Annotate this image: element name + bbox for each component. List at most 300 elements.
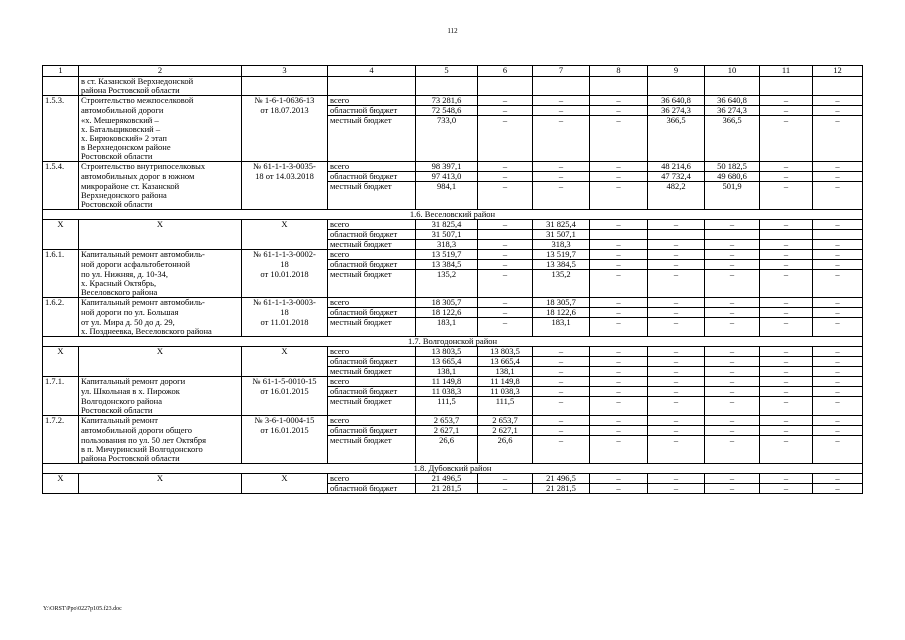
table-row [43, 308, 863, 318]
budget-source: местный бюджет [328, 397, 416, 407]
table-cell [242, 86, 328, 96]
section-row [43, 337, 863, 347]
table-cell [760, 86, 813, 96]
amount-cell: – [760, 240, 813, 250]
table-row [43, 134, 863, 143]
table-row [43, 152, 863, 162]
table-row [43, 377, 863, 387]
amount-cell: – [533, 416, 590, 426]
table-cell [590, 86, 648, 96]
amount-cell: – [533, 172, 590, 182]
amount-cell [705, 230, 760, 240]
amount-cell: 11 038,3 [416, 387, 478, 397]
table-cell [813, 288, 863, 298]
document-line: от 18.07.2013 [242, 106, 328, 116]
object-name-line: ной дороги асфальтобетонной [79, 260, 242, 270]
table-cell [813, 86, 863, 96]
amount-cell: – [705, 416, 760, 426]
amount-cell: – [813, 387, 863, 397]
table-cell [760, 327, 813, 337]
column-header: 2 [79, 66, 242, 77]
x-mark: Х [242, 347, 328, 357]
amount-cell: – [813, 416, 863, 426]
amount-cell: – [760, 426, 813, 436]
amount-cell: 318,3 [416, 240, 478, 250]
table-cell [328, 288, 416, 298]
amount-cell: – [590, 397, 648, 407]
amount-cell: 72 548,6 [416, 106, 478, 116]
amount-cell: – [590, 250, 648, 260]
object-name-line: автомобильной дороги [79, 106, 242, 116]
table-cell [416, 406, 478, 416]
table-cell [533, 125, 590, 134]
amount-cell: – [760, 162, 813, 172]
table-cell [648, 86, 705, 96]
amount-cell: 18 122,6 [533, 308, 590, 318]
amount-cell: – [590, 270, 648, 280]
table-cell [648, 200, 705, 210]
table-cell [328, 406, 416, 416]
amount-cell: – [705, 484, 760, 494]
amount-cell: – [648, 436, 705, 446]
amount-cell: – [533, 96, 590, 106]
table-cell [478, 200, 533, 210]
document-line [242, 445, 328, 454]
amount-cell: – [478, 182, 533, 192]
amount-cell: – [648, 367, 705, 377]
amount-cell: 2 653,7 [478, 416, 533, 426]
table-cell [43, 125, 79, 134]
amount-cell: – [705, 250, 760, 260]
table-cell [813, 77, 863, 87]
table-row [43, 318, 863, 328]
column-header: 8 [590, 66, 648, 77]
amount-cell: – [533, 377, 590, 387]
budget-source: всего [328, 162, 416, 172]
table-cell [760, 200, 813, 210]
row-number: 1.7.1. [43, 377, 79, 387]
object-name-line: х. Красный Октябрь, [79, 279, 242, 288]
table-cell [705, 200, 760, 210]
amount-cell: – [813, 436, 863, 446]
row-number: 1.6.2. [43, 298, 79, 308]
table-cell [43, 327, 79, 337]
table-cell [43, 86, 79, 96]
budget-source: всего [328, 474, 416, 484]
document-line [242, 397, 328, 407]
object-name-line: Веселовского района [79, 288, 242, 298]
table-row [43, 288, 863, 298]
table-cell [416, 134, 478, 143]
document-line [242, 406, 328, 416]
table-cell [760, 406, 813, 416]
table-row [43, 357, 863, 367]
table-cell [478, 288, 533, 298]
amount-cell: – [760, 116, 813, 126]
amount-cell: – [478, 172, 533, 182]
table-cell [478, 445, 533, 454]
table-cell [328, 143, 416, 152]
table-cell [328, 279, 416, 288]
document-line [242, 182, 328, 192]
amount-cell: – [533, 162, 590, 172]
table-row [43, 416, 863, 426]
amount-cell: – [705, 474, 760, 484]
table-row [43, 426, 863, 436]
amount-cell: 31 507,1 [533, 230, 590, 240]
amount-cell: 50 182,5 [705, 162, 760, 172]
table-cell [79, 357, 242, 367]
amount-cell: – [813, 397, 863, 407]
object-name-line: х. Батальщиковский – [79, 125, 242, 134]
table-cell [813, 143, 863, 152]
amount-cell: – [813, 250, 863, 260]
table-cell [533, 454, 590, 464]
table-cell [813, 445, 863, 454]
amount-cell: – [478, 298, 533, 308]
amount-cell: 13 384,5 [533, 260, 590, 270]
amount-cell: – [478, 96, 533, 106]
amount-cell: – [813, 270, 863, 280]
object-name-line: Ростовской области [79, 152, 242, 162]
table-row [43, 347, 863, 357]
table-cell [242, 484, 328, 494]
object-name-line: микрорайоне ст. Казанской [79, 182, 242, 192]
amount-cell: – [478, 484, 533, 494]
amount-cell: – [760, 106, 813, 116]
amount-cell: – [648, 426, 705, 436]
amount-cell: – [760, 182, 813, 192]
table-cell [813, 327, 863, 337]
budget-source: областной бюджет [328, 357, 416, 367]
table-cell [705, 279, 760, 288]
table-cell [590, 125, 648, 134]
amount-cell: – [590, 172, 648, 182]
amount-cell: – [590, 240, 648, 250]
table-cell [43, 445, 79, 454]
budget-source: местный бюджет [328, 436, 416, 446]
amount-cell: – [705, 270, 760, 280]
table-cell [705, 125, 760, 134]
table-row [43, 270, 863, 280]
section-title: 1.8. Дубовский район [43, 464, 863, 474]
budget-source: местный бюджет [328, 270, 416, 280]
table-cell [590, 200, 648, 210]
table-cell [242, 230, 328, 240]
table-cell [648, 327, 705, 337]
amount-cell: – [648, 377, 705, 387]
table-row [43, 445, 863, 454]
document-line: от 11.01.2018 [242, 318, 328, 328]
page-number: 112 [447, 27, 458, 35]
amount-cell: 21 496,5 [533, 474, 590, 484]
object-name-line: «х. Мешеряковский – [79, 116, 242, 126]
table-cell [760, 445, 813, 454]
amount-cell: – [478, 250, 533, 260]
object-name-line: района Ростовской области [79, 86, 242, 96]
amount-cell: – [705, 357, 760, 367]
amount-cell: – [705, 347, 760, 357]
amount-cell: – [705, 426, 760, 436]
table-cell [533, 152, 590, 162]
row-number: 1.7.2. [43, 416, 79, 426]
amount-cell: 36 640,8 [705, 96, 760, 106]
table-cell [328, 125, 416, 134]
budget-source: областной бюджет [328, 484, 416, 494]
table-cell [760, 454, 813, 464]
object-name-line: ул. Школьная в х. Пирожок [79, 387, 242, 397]
table-cell [416, 200, 478, 210]
table-cell [79, 240, 242, 250]
amount-cell: – [533, 182, 590, 192]
table-cell [705, 445, 760, 454]
amount-cell: 48 214,6 [648, 162, 705, 172]
budget-source: областной бюджет [328, 172, 416, 182]
x-mark: Х [242, 220, 328, 230]
table-cell [590, 191, 648, 200]
amount-cell: 11 038,3 [478, 387, 533, 397]
table-cell [478, 406, 533, 416]
amount-cell: – [590, 357, 648, 367]
table-cell [43, 318, 79, 328]
table-row [43, 387, 863, 397]
amount-cell: 49 680,6 [705, 172, 760, 182]
amount-cell: – [760, 387, 813, 397]
document-line [242, 191, 328, 200]
column-header: 10 [705, 66, 760, 77]
table-row [43, 125, 863, 134]
column-header: 7 [533, 66, 590, 77]
table-cell [43, 397, 79, 407]
table-cell [79, 484, 242, 494]
amount-cell: – [813, 484, 863, 494]
table-cell [43, 308, 79, 318]
continuation-row [43, 77, 863, 87]
table-cell [533, 279, 590, 288]
table-row [43, 260, 863, 270]
table-row [43, 162, 863, 172]
amount-cell: – [533, 347, 590, 357]
table-cell [43, 288, 79, 298]
x-mark: Х [43, 347, 79, 357]
table-cell [416, 86, 478, 96]
object-name-line: Капитальный ремонт дороги [79, 377, 242, 387]
object-name-line: Строительство внутрипоселковых [79, 162, 242, 172]
document-line [242, 436, 328, 446]
table-cell [43, 406, 79, 416]
document-line: № 61-1-5-0010-15 [242, 377, 328, 387]
table-cell [43, 172, 79, 182]
table-cell [590, 406, 648, 416]
amount-cell: – [478, 318, 533, 328]
amount-cell: – [478, 116, 533, 126]
table-cell [813, 200, 863, 210]
amount-cell: – [533, 426, 590, 436]
object-name-line: Верхнедонского района [79, 191, 242, 200]
table-cell [648, 143, 705, 152]
table-row [43, 436, 863, 446]
table-cell [705, 77, 760, 87]
table-cell [43, 357, 79, 367]
amount-cell [478, 230, 533, 240]
amount-cell: – [533, 357, 590, 367]
table-cell [533, 86, 590, 96]
amount-cell: 135,2 [533, 270, 590, 280]
table-cell [590, 288, 648, 298]
amount-cell: – [648, 220, 705, 230]
amount-cell: – [590, 416, 648, 426]
amount-cell: 111,5 [478, 397, 533, 407]
table-cell [648, 125, 705, 134]
table-cell [43, 106, 79, 116]
amount-cell: – [590, 387, 648, 397]
amount-cell: – [760, 347, 813, 357]
object-name-line: в ст. Казанской Верхнедонской [79, 77, 242, 87]
amount-cell: 13 519,7 [533, 250, 590, 260]
table-cell [43, 77, 79, 87]
budget-source: областной бюджет [328, 260, 416, 270]
table-cell [328, 445, 416, 454]
amount-cell: – [590, 436, 648, 446]
amount-cell: – [813, 426, 863, 436]
amount-cell: – [533, 397, 590, 407]
amount-cell: – [813, 474, 863, 484]
amount-cell: – [648, 347, 705, 357]
table-cell [813, 454, 863, 464]
budget-source: всего [328, 250, 416, 260]
table-cell [328, 152, 416, 162]
table-cell [648, 152, 705, 162]
budget-table [42, 65, 863, 494]
document-line [242, 327, 328, 337]
table-cell [533, 134, 590, 143]
budget-source: местный бюджет [328, 182, 416, 192]
document-line: № 61-1-1-3-0003- [242, 298, 328, 308]
budget-source: местный бюджет [328, 116, 416, 126]
table-cell [43, 143, 79, 152]
table-cell [533, 200, 590, 210]
object-name-line: автомобильных дорог в южном [79, 172, 242, 182]
amount-cell: 97 413,0 [416, 172, 478, 182]
amount-cell: – [813, 172, 863, 182]
object-name-line: Ростовской области [79, 406, 242, 416]
amount-cell: – [760, 367, 813, 377]
document-line: № 61-1-1-3-0002- [242, 250, 328, 260]
table-row [43, 484, 863, 494]
amount-cell: – [705, 397, 760, 407]
table-cell [43, 230, 79, 240]
table-cell [43, 134, 79, 143]
section-row [43, 464, 863, 474]
amount-cell: – [478, 220, 533, 230]
amount-cell: – [705, 367, 760, 377]
object-name-line: х. Позднеевка, Веселовского района [79, 327, 242, 337]
amount-cell: – [478, 162, 533, 172]
table-cell [43, 240, 79, 250]
amount-cell: – [590, 484, 648, 494]
document-line [242, 134, 328, 143]
table-cell [648, 279, 705, 288]
table-cell [533, 406, 590, 416]
table-cell [760, 77, 813, 87]
table-cell [328, 134, 416, 143]
object-name-line: от ул. Мира д. 50 до д. 29, [79, 318, 242, 328]
amount-cell: – [813, 240, 863, 250]
amount-cell: – [705, 240, 760, 250]
table-cell [760, 143, 813, 152]
document-line: от 10.01.2018 [242, 270, 328, 280]
table-cell [533, 445, 590, 454]
budget-source: местный бюджет [328, 367, 416, 377]
amount-cell: 21 281,5 [533, 484, 590, 494]
x-mark: Х [79, 474, 242, 484]
table-cell [416, 327, 478, 337]
table-cell [416, 279, 478, 288]
budget-source: всего [328, 96, 416, 106]
amount-cell: 73 281,6 [416, 96, 478, 106]
table-cell [328, 454, 416, 464]
amount-cell: – [590, 377, 648, 387]
table-cell [590, 279, 648, 288]
budget-source: областной бюджет [328, 308, 416, 318]
amount-cell: 366,5 [648, 116, 705, 126]
amount-cell: – [813, 182, 863, 192]
table-cell [705, 288, 760, 298]
amount-cell: – [590, 220, 648, 230]
amount-cell [813, 230, 863, 240]
table-cell [648, 406, 705, 416]
x-mark: Х [43, 474, 79, 484]
amount-cell: 36 274,3 [648, 106, 705, 116]
document-line: 18 от 14.03.2018 [242, 172, 328, 182]
amount-cell: – [648, 474, 705, 484]
amount-cell: 26,6 [478, 436, 533, 446]
object-name-line: Капитальный ремонт [79, 416, 242, 426]
table-cell [590, 327, 648, 337]
table-cell [242, 357, 328, 367]
budget-source: всего [328, 347, 416, 357]
table-cell [705, 134, 760, 143]
amount-cell: – [760, 377, 813, 387]
table-cell [478, 77, 533, 87]
amount-cell: – [648, 484, 705, 494]
amount-cell: – [760, 436, 813, 446]
document-line: от 16.01.2015 [242, 426, 328, 436]
amount-cell: – [533, 367, 590, 377]
amount-cell: – [813, 96, 863, 106]
table-cell [760, 288, 813, 298]
object-name-line: Ростовской области [79, 200, 242, 210]
x-mark: Х [79, 347, 242, 357]
table-cell [590, 454, 648, 464]
amount-cell: 31 825,4 [533, 220, 590, 230]
amount-cell: 366,5 [705, 116, 760, 126]
row-number: 1.5.3. [43, 96, 79, 106]
amount-cell: – [760, 397, 813, 407]
table-cell [533, 143, 590, 152]
amount-cell: 501,9 [705, 182, 760, 192]
amount-cell: 13 803,5 [416, 347, 478, 357]
table-cell [43, 191, 79, 200]
table-cell [813, 406, 863, 416]
amount-cell: – [705, 260, 760, 270]
column-header: 6 [478, 66, 533, 77]
table-cell [416, 143, 478, 152]
amount-cell: 183,1 [533, 318, 590, 328]
document-line: 18 [242, 260, 328, 270]
amount-cell: – [478, 106, 533, 116]
table-cell [416, 152, 478, 162]
